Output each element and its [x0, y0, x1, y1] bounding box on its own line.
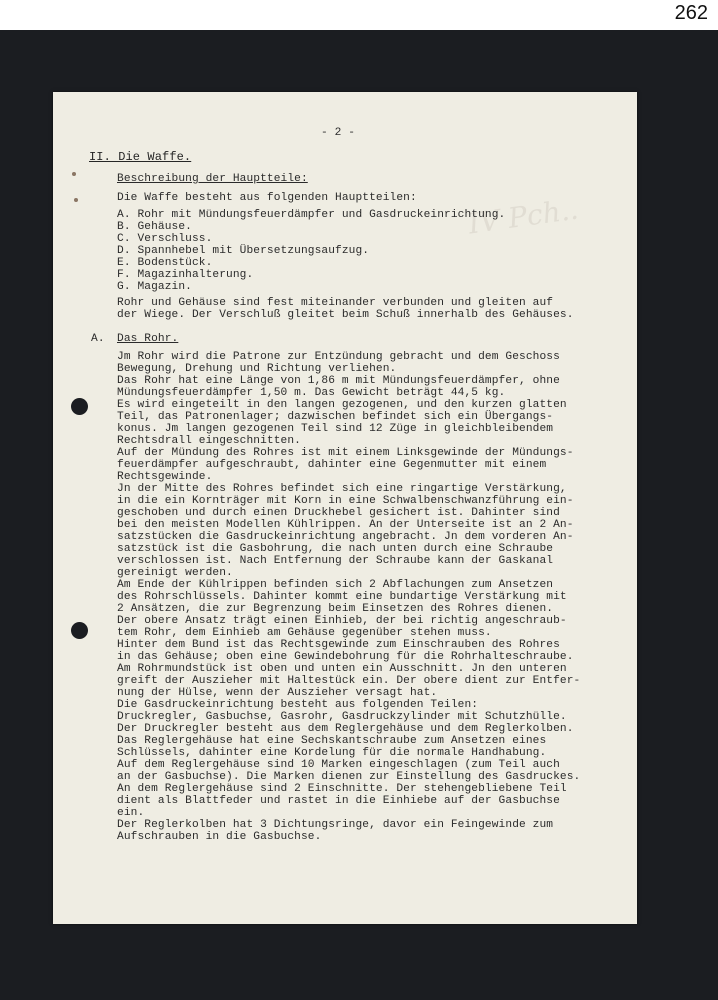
text-line: Jn der Mitte des Rohres befindet sich eine ringartige Verstärkung, — [117, 483, 567, 495]
text-line: Auf der Mündung des Rohres ist mit einem Linksgewinde der Mündungs- — [117, 447, 574, 459]
text-line: Es wird eingeteilt in den langen gezogenen, und den kurzen glatten — [117, 399, 567, 411]
text-line: Jm Rohr wird die Patrone zur Entzündung gebracht und dem Geschoss — [117, 351, 560, 363]
list-item: C. Verschluss. — [117, 233, 213, 245]
text-line: Am Ende der Kühlrippen befinden sich 2 Abflachungen zum Ansetzen — [117, 579, 554, 591]
text-line: geschoben und durch einen Druckhebel gesichert ist. Dahinter sind — [117, 507, 560, 519]
list-item: F. Magazinhalterung. — [117, 269, 254, 281]
text-line: bei den meisten Modellen Kühlrippen. An der Unterseite ist an 2 An- — [117, 519, 574, 531]
punch-hole-top — [71, 398, 88, 415]
text-line: satzstück ist die Gasbohrung, die nach unten durch eine Schraube — [117, 543, 554, 555]
text-line: Das Rohr hat eine Länge von 1,86 m mit Mündungsfeuerdämpfer, ohne — [117, 375, 560, 387]
text-line: feuerdämpfer aufgeschraubt, dahinter eine Gegenmutter mit einem — [117, 459, 547, 471]
text-line: Bewegung, Drehung und Richtung verliehen. — [117, 363, 397, 375]
text-line: Auf dem Reglergehäuse sind 10 Marken eingeschlagen (zum Teil auch — [117, 759, 560, 771]
text-line: Der Druckregler besteht aus dem Reglergehäuse und dem Reglerkolben. — [117, 723, 574, 735]
text-line: Das Reglergehäuse hat eine Sechskantschraube zum Ansetzen eines — [117, 735, 547, 747]
text-line: Teil, das Patronenlager; dazwischen befindet sich ein Übergangs- — [117, 411, 554, 423]
text-line: Rechtsgewinde. — [117, 471, 213, 483]
list-item: D. Spannhebel mit Übersetzungsaufzug. — [117, 245, 370, 257]
document-page — [53, 92, 637, 924]
summary-line: Rohr und Gehäuse sind fest miteinander verbunden und gleiten auf — [117, 297, 554, 309]
text-line: Rechtsdrall eingeschnitten. — [117, 435, 301, 447]
summary-line: der Wiege. Der Verschluß gleitet beim Schuß innerhalb des Gehäuses. — [117, 309, 574, 321]
faded-stamp: IV Pch.. — [466, 192, 581, 241]
text-line: Die Gasdruckeinrichtung besteht aus folgenden Teilen: — [117, 699, 479, 711]
text-line: An dem Reglergehäuse sind 2 Einschnitte. Der stehengebliebene Teil — [117, 783, 567, 795]
text-line: an der Gasbuchse). Die Marken dienen zur Einstellung des Gasdruckes. — [117, 771, 581, 783]
text-line: in die ein Kornträger mit Korn in eine Schwalbenschwanzführung ein- — [117, 495, 574, 507]
text-line: ein. — [117, 807, 145, 819]
text-line: Am Rohrmundstück ist oben und unten ein Ausschnitt. Jn den unteren — [117, 663, 567, 675]
text-line: Mündungsfeuerdämpfer 1,50 m. Das Gewicht beträgt 44,5 kg. — [117, 387, 506, 399]
text-line: satzstücken die Gasdruckeinrichtung angebracht. Jn dem vorderen An- — [117, 531, 574, 543]
text-line: 2 Ansätzen, die zur Begrenzung beim Einsetzen des Rohres dienen. — [117, 603, 554, 615]
punch-hole-bottom — [71, 622, 88, 639]
section-heading: II. Die Waffe. — [89, 150, 192, 164]
text-line: Schlüssels, dahinter eine Kordelung für die normale Handhabung. — [117, 747, 547, 759]
text-line: Der obere Ansatz trägt einen Einhieb, der bei richtig angeschraub- — [117, 615, 567, 627]
text-line: in das Gehäuse; oben eine Gewindebohrung für die Rohrhalteschraube. — [117, 651, 574, 663]
subsection-label: A. — [91, 333, 105, 345]
text-line: Aufschrauben in die Gasbuchse. — [117, 831, 322, 843]
list-item: E. Bodenstück. — [117, 257, 213, 269]
text-line: Der Reglerkolben hat 3 Dichtungsringe, davor ein Feingewinde zum — [117, 819, 554, 831]
text-line: Druckregler, Gasbuchse, Gasrohr, Gasdruckzylinder mit Schutzhülle. — [117, 711, 567, 723]
text-line: Hinter dem Bund ist das Rechtsgewinde zum Einschrauben des Rohres — [117, 639, 560, 651]
text-line: verschlossen ist. Nach Entfernung der Schraube kann der Gaskanal — [117, 555, 554, 567]
page-number: - 2 - — [321, 127, 356, 139]
subsection-title: Das Rohr. — [117, 333, 179, 345]
list-item: B. Gehäuse. — [117, 221, 192, 233]
archive-number: 262 — [674, 2, 708, 24]
list-item: G. Magazin. — [117, 281, 192, 293]
text-line: greift der Auszieher mit Haltestück ein. Der obere dient zur Entfer- — [117, 675, 581, 687]
parts-intro: Die Waffe besteht aus folgenden Hauptteilen: — [117, 192, 417, 204]
list-item: A. Rohr mit Mündungsfeuerdämpfer und Gasdruckeinrichtung. — [117, 209, 506, 221]
text-line: nung der Hülse, wenn der Auszieher versagt hat. — [117, 687, 438, 699]
text-line: des Rohrschlüssels. Dahinter kommt eine bundartige Verstärkung mit — [117, 591, 567, 603]
rust-mark — [72, 172, 76, 176]
text-line: gereinigt werden. — [117, 567, 233, 579]
text-line: tem Rohr, dem Einhieb am Gehäuse gegenüber stehen muss. — [117, 627, 492, 639]
description-heading: Beschreibung der Hauptteile: — [117, 173, 308, 185]
text-line: konus. Jm langen gezogenen Teil sind 12 Züge in gleichbleibendem — [117, 423, 554, 435]
rust-mark — [74, 198, 78, 202]
text-line: dient als Blattfeder und rastet in die Einhiebe auf der Gasbuchse — [117, 795, 560, 807]
